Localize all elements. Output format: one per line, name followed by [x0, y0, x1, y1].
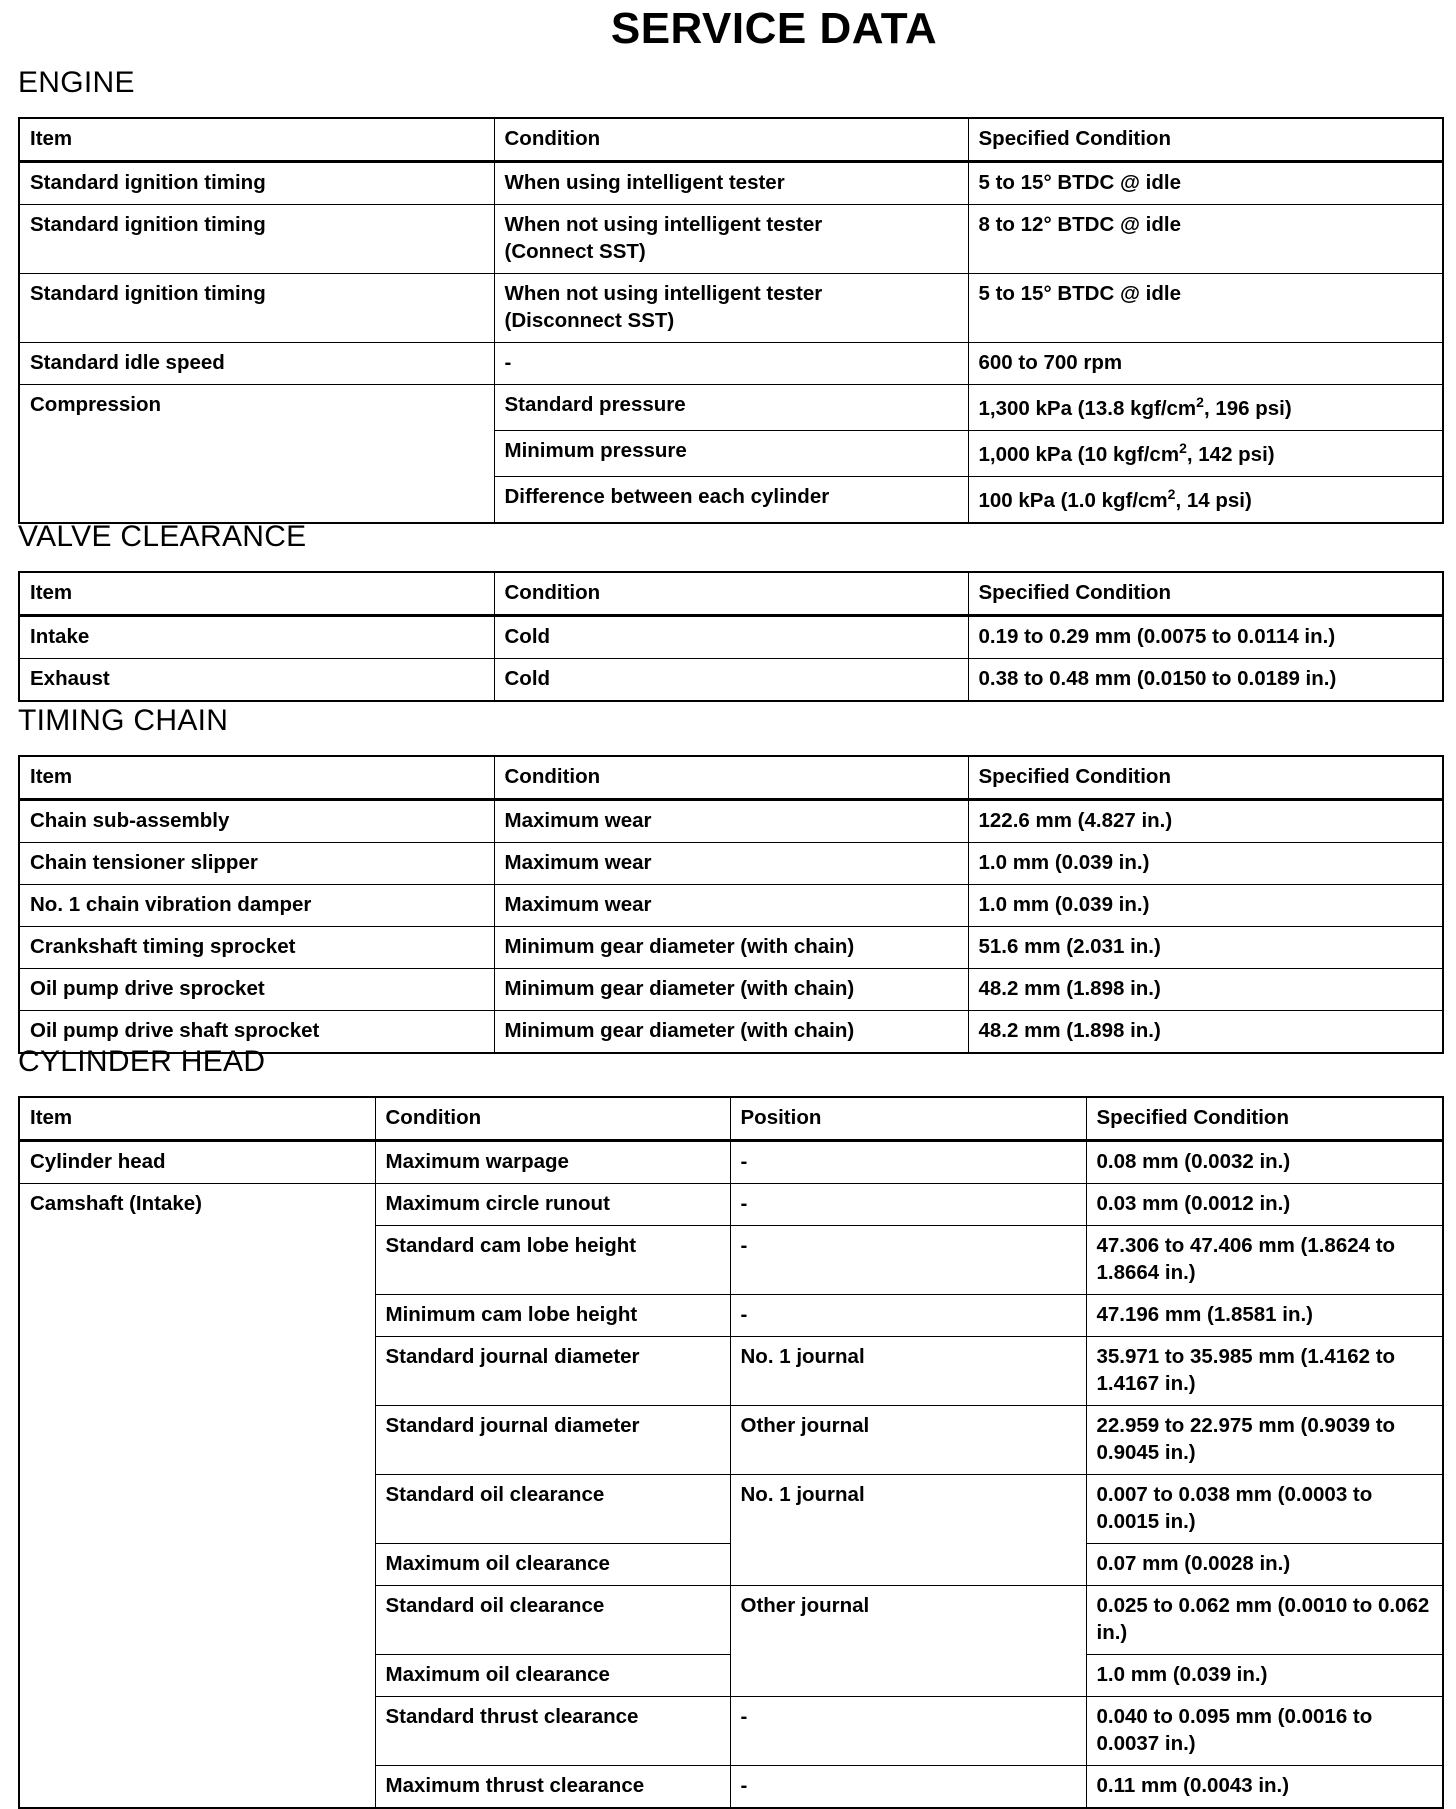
cell-spec: 0.07 mm (0.0028 in.) — [1086, 1544, 1443, 1586]
cell-condition: - — [494, 343, 968, 385]
spec-text: , 142 psi) — [1186, 443, 1275, 466]
cell-spec: 1.0 mm (0.039 in.) — [1086, 1655, 1443, 1697]
table-row — [19, 1184, 1443, 1226]
column-header: Condition — [494, 572, 968, 616]
cell-item: Cylinder head — [19, 1141, 375, 1184]
cell-position: No. 1 journal — [730, 1337, 1086, 1406]
column-header: Condition — [494, 118, 968, 162]
spec-text: 100 kPa (1.0 kgf/cm — [978, 489, 1168, 512]
table-header-row — [19, 1097, 1443, 1141]
cell-spec: 5 to 15° BTDC @ idle — [968, 274, 1443, 343]
table-row — [19, 800, 1443, 843]
cell-item: Chain sub-assembly — [19, 800, 494, 843]
cylinder-head-table — [18, 1096, 1444, 1809]
cell-item: Intake — [19, 616, 494, 659]
table-row — [19, 843, 1443, 885]
column-header: Item — [19, 756, 494, 800]
cell-item: Compression — [19, 385, 494, 524]
table-row — [19, 1141, 1443, 1184]
cell-item: Chain tensioner slipper — [19, 843, 494, 885]
column-header: Item — [19, 118, 494, 162]
timing-chain-table — [18, 755, 1444, 1054]
cell-item: Exhaust — [19, 659, 494, 702]
cell-condition: Difference between each cylinder — [494, 477, 968, 524]
table-row — [19, 343, 1443, 385]
cell-spec: 0.08 mm (0.0032 in.) — [1086, 1141, 1443, 1184]
cell-condition: Maximum warpage — [375, 1141, 730, 1184]
column-header: Item — [19, 572, 494, 616]
cell-spec: 0.040 to 0.095 mm (0.0016 to 0.0037 in.) — [1086, 1697, 1443, 1766]
spec-text: 1,000 kPa (10 kgf/cm — [978, 443, 1180, 466]
spec-text: , 196 psi) — [1203, 397, 1292, 420]
cell-condition: Maximum thrust clearance — [375, 1766, 730, 1809]
cell-spec: 48.2 mm (1.898 in.) — [968, 1011, 1443, 1054]
cell-spec: 0.19 to 0.29 mm (0.0075 to 0.0114 in.) — [968, 616, 1443, 659]
cell-condition: Minimum gear diameter (with chain) — [494, 1011, 968, 1054]
cell-condition: Minimum gear diameter (with chain) — [494, 927, 968, 969]
cell-position: - — [730, 1141, 1086, 1184]
cell-condition: When not using intelligent tester (Connect SST) — [494, 205, 968, 274]
cell-spec: 51.6 mm (2.031 in.) — [968, 927, 1443, 969]
cell-spec — [968, 477, 1443, 524]
cell-spec: 22.959 to 22.975 mm (0.9039 to 0.9045 in.) — [1086, 1406, 1443, 1475]
column-header: Specified Condition — [968, 572, 1443, 616]
column-header: Specified Condition — [968, 118, 1443, 162]
page-title: SERVICE DATA — [610, 4, 938, 53]
cell-condition: Cold — [494, 616, 968, 659]
cell-spec: 47.306 to 47.406 mm (1.8624 to 1.8664 in.) — [1086, 1226, 1443, 1295]
cell-item: No. 1 chain vibration damper — [19, 885, 494, 927]
section-heading-valve-clearance: VALVE CLEARANCE — [18, 520, 307, 553]
table-row — [19, 885, 1443, 927]
table-row — [19, 205, 1443, 274]
cell-position: - — [730, 1295, 1086, 1337]
cell-spec: 5 to 15° BTDC @ idle — [968, 162, 1443, 205]
cell-spec: 0.007 to 0.038 mm (0.0003 to 0.0015 in.) — [1086, 1475, 1443, 1544]
cell-position: No. 1 journal — [730, 1475, 1086, 1586]
cell-position: - — [730, 1226, 1086, 1295]
table-header-row — [19, 756, 1443, 800]
column-header: Condition — [494, 756, 968, 800]
cell-position: - — [730, 1766, 1086, 1809]
cell-condition: Maximum wear — [494, 800, 968, 843]
cell-item: Standard idle speed — [19, 343, 494, 385]
cell-condition: Maximum circle runout — [375, 1184, 730, 1226]
cell-position: Other journal — [730, 1406, 1086, 1475]
column-header: Position — [730, 1097, 1086, 1141]
cell-spec: 1.0 mm (0.039 in.) — [968, 843, 1443, 885]
cell-condition: Cold — [494, 659, 968, 702]
valve-clearance-table — [18, 571, 1444, 702]
cell-spec — [968, 431, 1443, 477]
cell-condition: Maximum oil clearance — [375, 1655, 730, 1697]
cell-spec: 47.196 mm (1.8581 in.) — [1086, 1295, 1443, 1337]
section-heading-cylinder-head: CYLINDER HEAD — [18, 1045, 266, 1078]
cell-spec: 600 to 700 rpm — [968, 343, 1443, 385]
cell-condition: Maximum wear — [494, 885, 968, 927]
table-row — [19, 385, 1443, 431]
table-row — [19, 162, 1443, 205]
column-header: Specified Condition — [968, 756, 1443, 800]
cell-spec: 35.971 to 35.985 mm (1.4162 to 1.4167 in.) — [1086, 1337, 1443, 1406]
cell-spec: 0.025 to 0.062 mm (0.0010 to 0.062 in.) — [1086, 1586, 1443, 1655]
cell-item: Standard ignition timing — [19, 205, 494, 274]
cell-item: Oil pump drive sprocket — [19, 969, 494, 1011]
section-heading-engine: ENGINE — [18, 66, 135, 99]
cell-item: Standard ignition timing — [19, 162, 494, 205]
spec-text: , 14 psi) — [1175, 489, 1252, 512]
cell-item: Standard ignition timing — [19, 274, 494, 343]
section-heading-timing-chain: TIMING CHAIN — [18, 704, 229, 737]
cell-item: Crankshaft timing sprocket — [19, 927, 494, 969]
table-row — [19, 969, 1443, 1011]
cell-condition: Standard journal diameter — [375, 1406, 730, 1475]
superscript: 2 — [1167, 486, 1176, 502]
cell-condition: Standard pressure — [494, 385, 968, 431]
table-header-row — [19, 118, 1443, 162]
cell-spec: 0.38 to 0.48 mm (0.0150 to 0.0189 in.) — [968, 659, 1443, 702]
cell-condition: Standard journal diameter — [375, 1337, 730, 1406]
cell-spec: 1.0 mm (0.039 in.) — [968, 885, 1443, 927]
cell-spec: 8 to 12° BTDC @ idle — [968, 205, 1443, 274]
cell-condition: Standard oil clearance — [375, 1586, 730, 1655]
superscript: 2 — [1179, 440, 1187, 456]
cell-condition: Minimum cam lobe height — [375, 1295, 730, 1337]
column-header: Item — [19, 1097, 375, 1141]
table-header-row — [19, 572, 1443, 616]
superscript: 2 — [1196, 394, 1204, 410]
cell-condition: Standard cam lobe height — [375, 1226, 730, 1295]
cell-spec: 48.2 mm (1.898 in.) — [968, 969, 1443, 1011]
cell-spec: 122.6 mm (4.827 in.) — [968, 800, 1443, 843]
cell-position: - — [730, 1184, 1086, 1226]
cell-condition: Minimum pressure — [494, 431, 968, 477]
column-header: Specified Condition — [1086, 1097, 1443, 1141]
cell-condition: Standard thrust clearance — [375, 1697, 730, 1766]
cell-position: - — [730, 1697, 1086, 1766]
cell-position: Other journal — [730, 1586, 1086, 1697]
cell-spec: 0.11 mm (0.0043 in.) — [1086, 1766, 1443, 1809]
table-row — [19, 616, 1443, 659]
engine-table — [18, 117, 1444, 524]
cell-condition: Minimum gear diameter (with chain) — [494, 969, 968, 1011]
column-header: Condition — [375, 1097, 730, 1141]
cell-item: Camshaft (Intake) — [19, 1184, 375, 1809]
cell-condition: When not using intelligent tester (Disconnect SST) — [494, 274, 968, 343]
cell-condition: When using intelligent tester — [494, 162, 968, 205]
cell-item: Oil pump drive shaft sprocket — [19, 1011, 494, 1054]
cell-condition: Standard oil clearance — [375, 1475, 730, 1544]
cell-spec: 0.03 mm (0.0012 in.) — [1086, 1184, 1443, 1226]
cell-condition: Maximum oil clearance — [375, 1544, 730, 1586]
cell-condition: Maximum wear — [494, 843, 968, 885]
cell-spec — [968, 385, 1443, 431]
table-row — [19, 274, 1443, 343]
spec-text: 1,300 kPa (13.8 kgf/cm — [978, 397, 1197, 420]
table-row — [19, 659, 1443, 702]
table-row — [19, 927, 1443, 969]
